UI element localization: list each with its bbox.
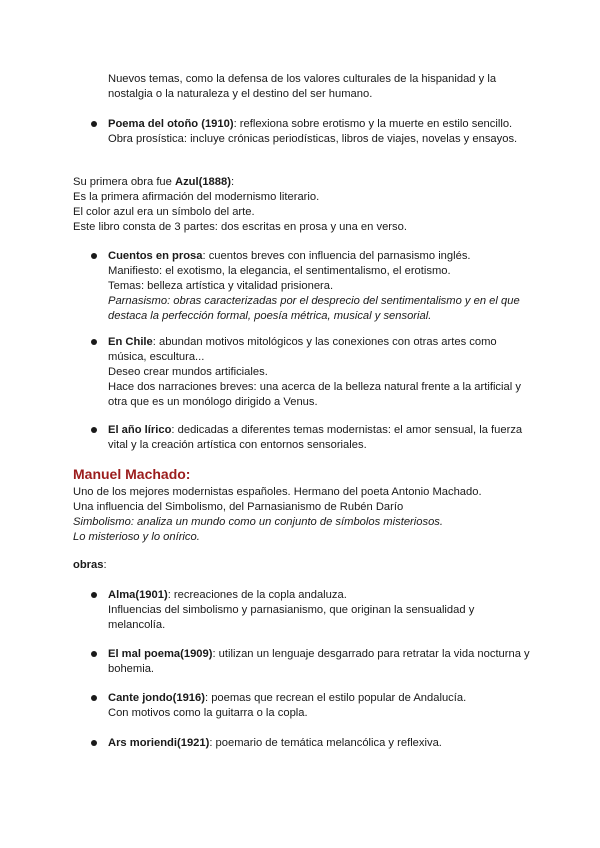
obras-label-text: obras bbox=[73, 559, 104, 571]
obras-label bbox=[73, 558, 107, 573]
list-item-otono bbox=[108, 117, 517, 147]
bullet-icon bbox=[91, 695, 97, 701]
cuentos-italic-2: destaca la perfección formal, poesía métrica, musical y sensorial. bbox=[108, 310, 432, 322]
malpoema-title: El mal poema(1909) bbox=[108, 648, 213, 660]
bullet-icon bbox=[91, 651, 97, 657]
alma-line-3: melancolía. bbox=[108, 619, 166, 631]
intro-line-2: nostalgia o la naturaleza y el destino del ser humano. bbox=[108, 88, 373, 100]
cante-line-2: Con motivos como la guitarra o la copla. bbox=[108, 707, 308, 719]
cante-title: Cante jondo(1916) bbox=[108, 692, 205, 704]
intro-line-1: Nuevos temas, como la defensa de los valores culturales de la hispanidad y la bbox=[108, 73, 497, 85]
list-item-cuentos bbox=[108, 249, 520, 324]
azul-suffix: : bbox=[230, 176, 235, 188]
cuentos-line-2: Manifiesto: el exotismo, la elegancia, el sentimentalismo, el erotismo. bbox=[108, 265, 451, 277]
cuentos-desc: : cuentos breves con influencia del parnasismo inglés. bbox=[202, 250, 471, 262]
obras-colon: : bbox=[103, 559, 107, 571]
malpoema-line-2: bohemia. bbox=[108, 663, 155, 675]
machado-line-1: Uno de los mejores modernistas españoles. Hermano del poeta Antonio Machado. bbox=[73, 486, 482, 498]
chile-title: En Chile bbox=[108, 336, 153, 348]
azul-line-1: Es la primera afirmación del modernismo literario. bbox=[73, 191, 320, 203]
malpoema-desc: : utilizan un lenguaje desgarrado para retratar la vida nocturna y bbox=[212, 648, 530, 660]
chile-desc: : abundan motivos mitológicos y las conexiones con otras artes como bbox=[152, 336, 497, 348]
ars-desc: : poemario de temática melancólica y reflexiva. bbox=[209, 737, 442, 749]
chile-line-3: Deseo crear mundos artificiales. bbox=[108, 366, 268, 378]
azul-prefix: Su primera obra fue bbox=[73, 176, 175, 188]
cante-desc: : poemas que recrean el estilo popular de Andalucía. bbox=[204, 692, 467, 704]
intro-paragraph bbox=[108, 72, 496, 102]
machado-italic-1: Simbolismo: analiza un mundo como un conjunto de símbolos misteriosos. bbox=[73, 516, 443, 528]
chile-line-5: otra que es un monólogo dirigido a Venus. bbox=[108, 396, 318, 408]
azul-title: Azul(1888) bbox=[174, 176, 231, 188]
bullet-icon bbox=[91, 121, 97, 127]
azul-line-3: Este libro consta de 3 partes: dos escritas en prosa y una en verso. bbox=[73, 221, 407, 233]
machado-line-2: Una influencia del Simbolismo, del Parnasianismo de Rubén Darío bbox=[73, 501, 404, 513]
list-item-chile bbox=[108, 335, 521, 410]
bullet-icon bbox=[91, 740, 97, 746]
lirico-line-2: vital y la creación artística con entornos sensoriales. bbox=[108, 439, 367, 451]
chile-line-2: música, escultura... bbox=[108, 351, 205, 363]
list-item-malpoema bbox=[108, 647, 530, 677]
bullet-icon bbox=[91, 253, 97, 259]
azul-line-2: El color azul era un símbolo del arte. bbox=[73, 206, 255, 218]
machado-paragraph bbox=[73, 485, 482, 545]
otono-title: Poema del otoño (1910) bbox=[108, 118, 234, 130]
otono-desc: : reflexiona sobre erotismo y la muerte en estilo sencillo. bbox=[233, 118, 513, 130]
bullet-icon bbox=[91, 339, 97, 345]
lirico-title: El año lírico bbox=[108, 424, 172, 436]
cuentos-italic-1: Parnasismo: obras caracterizadas por el desprecio del sentimentalismo y en el que bbox=[108, 295, 520, 307]
azul-paragraph bbox=[73, 175, 407, 235]
list-item-cante bbox=[108, 691, 466, 721]
bullet-icon bbox=[91, 427, 97, 433]
bullet-icon bbox=[91, 592, 97, 598]
list-item-ars bbox=[108, 736, 442, 751]
alma-title: Alma(1901) bbox=[108, 589, 168, 601]
chile-line-4: Hace dos narraciones breves: una acerca de la belleza natural frente a la artificial y bbox=[108, 381, 521, 393]
cuentos-title: Cuentos en prosa bbox=[108, 250, 203, 262]
ars-title: Ars moriendi(1921) bbox=[108, 737, 210, 749]
cuentos-line-3: Temas: belleza artística y vitalidad prisionera. bbox=[108, 280, 334, 292]
section-heading-machado: Manuel Machado: bbox=[73, 466, 191, 482]
lirico-desc: : dedicadas a diferentes temas modernistas: el amor sensual, la fuerza bbox=[171, 424, 523, 436]
list-item-lirico bbox=[108, 423, 522, 453]
otono-line-2: Obra prosística: incluye crónicas periodísticas, libros de viajes, novelas y ensayos. bbox=[108, 133, 518, 145]
machado-italic-2: Lo misterioso y lo onírico. bbox=[73, 531, 200, 543]
alma-line-2: Influencias del simbolismo y parnasianismo, que originan la sensualidad y bbox=[108, 604, 475, 616]
list-item-alma bbox=[108, 588, 474, 633]
alma-desc: : recreaciones de la copla andaluza. bbox=[167, 589, 347, 601]
